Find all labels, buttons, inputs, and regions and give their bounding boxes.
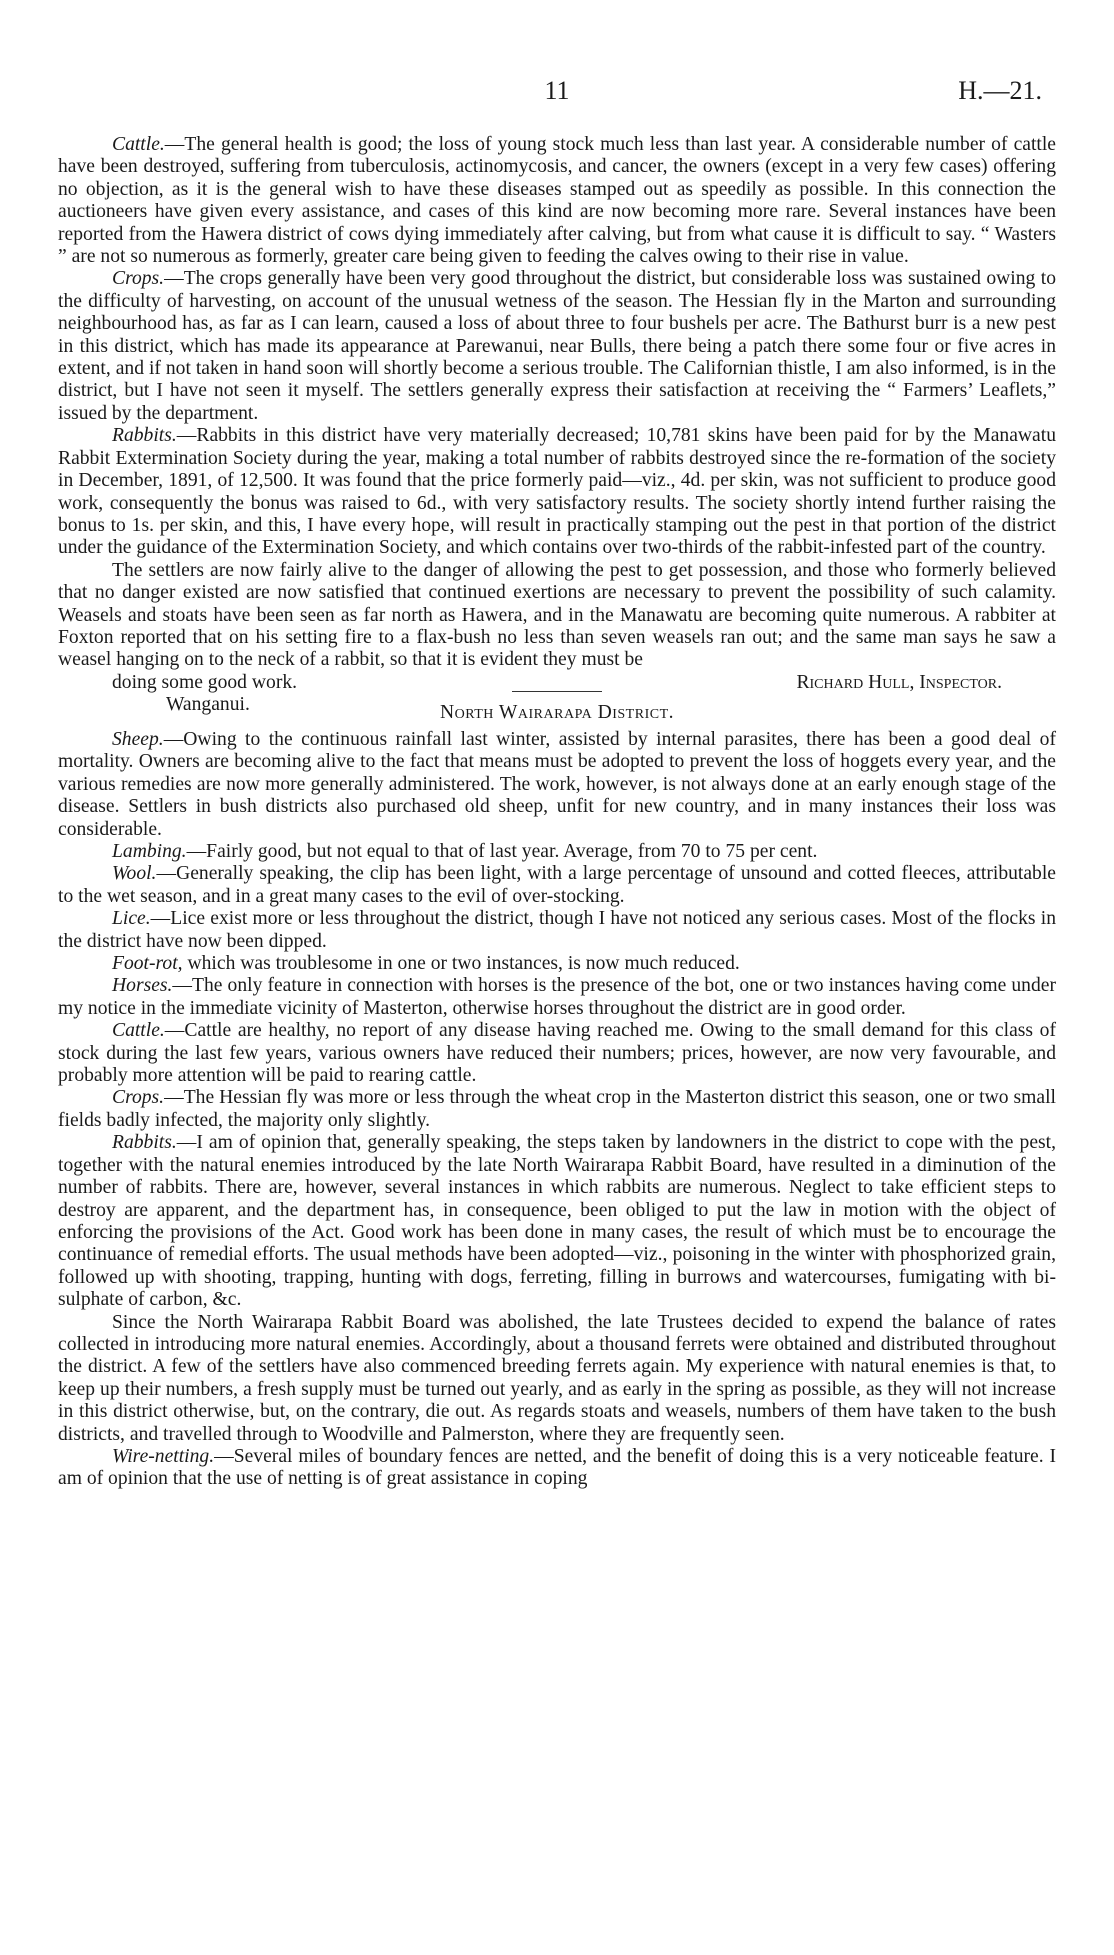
text-wire-netting: —Several miles of boundary fences are netted, and the benefit of doing this is a very noticeable feature. I am of opinion that the use of netting is of great assistance in coping bbox=[58, 1445, 1056, 1490]
paragraph-wire-netting bbox=[58, 1446, 1056, 1491]
signature-place: Wanganui. bbox=[166, 694, 250, 716]
text-wool: —Generally speaking, the clip has been light, with a large percentage of unsound and cotted fleeces, attributable to the wet season, and in a great many cases to the evil of over-stocking. bbox=[58, 863, 1056, 907]
text-crops-2: —The Hessian fly was more or less through the wheat crop in the Masterton district this season, one or two small fields badly infected, the majority only slightly. bbox=[58, 1087, 1056, 1131]
paragraph-horses bbox=[58, 975, 1056, 1020]
text-board: Since the North Wairarapa Rabbit Board was abolished, the late Trustees decided to expend the balance of rates collected in introducing more natural enemies. Accordingly, about a thousand ferrets were obtained and distributed throughout the district. A few of the settlers have also commenced breeding ferrets again. My experience with natural enemies is that, to keep up their numbers, a fresh supply must be turned out yearly, and as early in the spring as possible, as they will not increase in this district otherwise, but, on the contrary, die out. As regards stoats and weasels, numbers of them have taken to the bush districts, and travelled through to Woodville and Palmerston, where they are frequently seen. bbox=[58, 1311, 1056, 1445]
text-rabbits: —Rabbits in this district have very materially decreased; 10,781 skins have been paid for by the Manawatu Rabbit Extermination Society during the year, making a total number of rabbits destroyed since the re-formation of the society in December, 1891, of 12,500. It was found that the price formerly paid—viz., 4d. per skin, was not sufficient to produce good work, consequently the bonus was raised to 6d., with very satisfactory results. The society shortly intend further raising the bonus to 1s. per skin, and this, I have every hope, will result in practically stamping out the pest in that portion of the district under the guidance of the Extermination Society, and which contains over two-thirds of the rabbit-infested part of the country. bbox=[58, 425, 1056, 559]
paragraph-lambing bbox=[58, 841, 1056, 863]
lead-rabbits: Rabbits. bbox=[112, 425, 177, 447]
document-body bbox=[58, 134, 1056, 1491]
lead-crops: Crops. bbox=[112, 268, 165, 290]
paragraph-board bbox=[58, 1312, 1056, 1446]
inspector-signature: Richard Hull, Inspector. bbox=[796, 671, 1002, 693]
lead-footrot: Foot-rot, bbox=[112, 953, 183, 975]
lead-lambing: Lambing. bbox=[112, 841, 187, 862]
lead-sheep: Sheep. bbox=[112, 728, 164, 750]
document-reference: H.—21. bbox=[958, 76, 1042, 105]
lead-cattle: Cattle. bbox=[112, 134, 165, 155]
lead-wool: Wool. bbox=[112, 863, 157, 885]
lead-horses: Horses. bbox=[112, 975, 173, 997]
paragraph-rabbits-2 bbox=[58, 1132, 1056, 1311]
paragraph-rabbits bbox=[58, 425, 1056, 559]
section-heading: North Wairarapa District. bbox=[439, 701, 675, 723]
paragraph-sheep bbox=[58, 729, 1056, 841]
lead-crops-2: Crops. bbox=[112, 1087, 165, 1109]
text-sheep: —Owing to the continuous rainfall last winter, assisted by internal parasites, there has been a good deal of mortality. Owners are becoming alive to the fact that means must be adopted to prevent the loss of hoggets every year, and the various remedies are now more generally administered. The work, however, is not always done at an early enough stage of the disease. Settlers in bush districts also purchased old sheep, unfit for new country, and in many instances their loss was considerable. bbox=[58, 728, 1056, 840]
paragraph-footrot bbox=[58, 953, 1056, 975]
text-crops: —The crops generally have been very good throughout the district, but considerable loss was sustained owing to the difficulty of harvesting, on account of the unusual wetness of the season. The Hessian fly in the Marton and surrounding neighbourhood has, as far as I can learn, caused a loss of about three to four bushels per acre. The Bathurst burr is a new pest in this district, which has made its appearance at Parewanui, near Bulls, there being a patch there some four or five acres in extent, and if not taken in hand soon will shortly become a serious trouble. The Californian thistle, I am also informed, is in the district, but I have not seen it myself. The settlers generally express their satisfaction at receiving the “ Farmers’ Leaflets,” issued by the department. bbox=[58, 268, 1056, 424]
text-cattle: —The general health is good; the loss of young stock much less than last year. A considerable number of cattle have been destroyed, suffering from tuberculosis, actinomycosis, and cancer, the owners (except in a very few cases) offering no objection, as it is the general wish to have these diseases stamped out as speedily as possible. In this connection the auctioneers have given every assistance, and cases of this kind are now becoming more rare. Several instances have been reported from the Hawera district of cows dying immediately after calving, but from what cause it is difficult to say. “ Wasters ” are not so numerous as formerly, greater care being given to feeding the calves owing to their rise in value. bbox=[58, 134, 1056, 268]
text-horses: —The only feature in connection with horses is the presence of the bot, one or two instances having come under my notice in the immediate vicinity of Masterton, otherwise horses throughout the district are in good order. bbox=[58, 975, 1056, 1019]
paragraph-wool bbox=[58, 863, 1056, 908]
paragraph-cattle-2 bbox=[58, 1020, 1056, 1087]
paragraph-settlers bbox=[58, 560, 1056, 672]
text-rabbits-2: —I am of opinion that, generally speaking, the steps taken by landowners in the district to cope with the pest, together with the natural enemies introduced by the late North Wairarapa Rabbit Board, have resulted in a diminution of the number of rabbits. There are, however, several instances in which rabbits are numerous. Neglect to take efficient steps to destroy are apparent, and the department has, in consequence, been obliged to put the law in motion with the object of enforcing the provisions of the Act. Good work has been done in many cases, the result of which must be to encourage the continuance of remedial efforts. The usual methods have been adopted—viz., poisoning in the winter with phosphorized grain, followed up with shooting, trapping, hunting with dogs, ferreting, filling in burrows and watercourses, fumigating with bi-sulphate of carbon, &c. bbox=[58, 1132, 1056, 1311]
paragraph-crops-2 bbox=[58, 1087, 1056, 1132]
paragraph-cattle bbox=[58, 134, 1056, 268]
section-divider bbox=[512, 691, 602, 692]
text-settlers: The settlers are now fairly alive to the danger of allowing the pest to get possession, and those who formerly believed that no danger existed are now satisfied that continued exertions are necessary to prevent the possibility of such calamity. Weasels and stoats have been seen as far north as Hawera, and in the Manawatu are becoming quite numerous. A rabbiter at Foxton reported that on his setting fire to a flax-bush no less than seven weasels ran out; and the same man says he saw a weasel hanging on to the neck of a rabbit, so that it is evident they must be bbox=[58, 559, 1056, 671]
lead-rabbits-2: Rabbits. bbox=[112, 1132, 177, 1154]
text-cattle-2: —Cattle are healthy, no report of any disease having reached me. Owing to the small demand for this class of stock during the last few years, various owners have reduced their numbers; prices, however, are now very favourable, and probably more attention will be paid to rearing cattle. bbox=[58, 1020, 1056, 1087]
text-lice: —Lice exist more or less throughout the district, though I have not noticed any serious cases. Most of the flocks in the district have now been dipped. bbox=[58, 908, 1056, 952]
lead-cattle-2: Cattle. bbox=[112, 1020, 165, 1042]
paragraph-lice bbox=[58, 908, 1056, 953]
paragraph-crops bbox=[58, 268, 1056, 425]
lead-lice: Lice. bbox=[112, 908, 151, 930]
lead-wire-netting: Wire-netting. bbox=[112, 1445, 215, 1467]
text-settlers-last-line: doing some good work. bbox=[112, 671, 298, 693]
text-lambing: —Fairly good, but not equal to that of last year. Average, from 70 to 75 per cent. bbox=[186, 841, 818, 862]
text-footrot: which was troublesome in one or two instances, is now much reduced. bbox=[182, 953, 740, 975]
page-number: 11 bbox=[544, 76, 570, 105]
